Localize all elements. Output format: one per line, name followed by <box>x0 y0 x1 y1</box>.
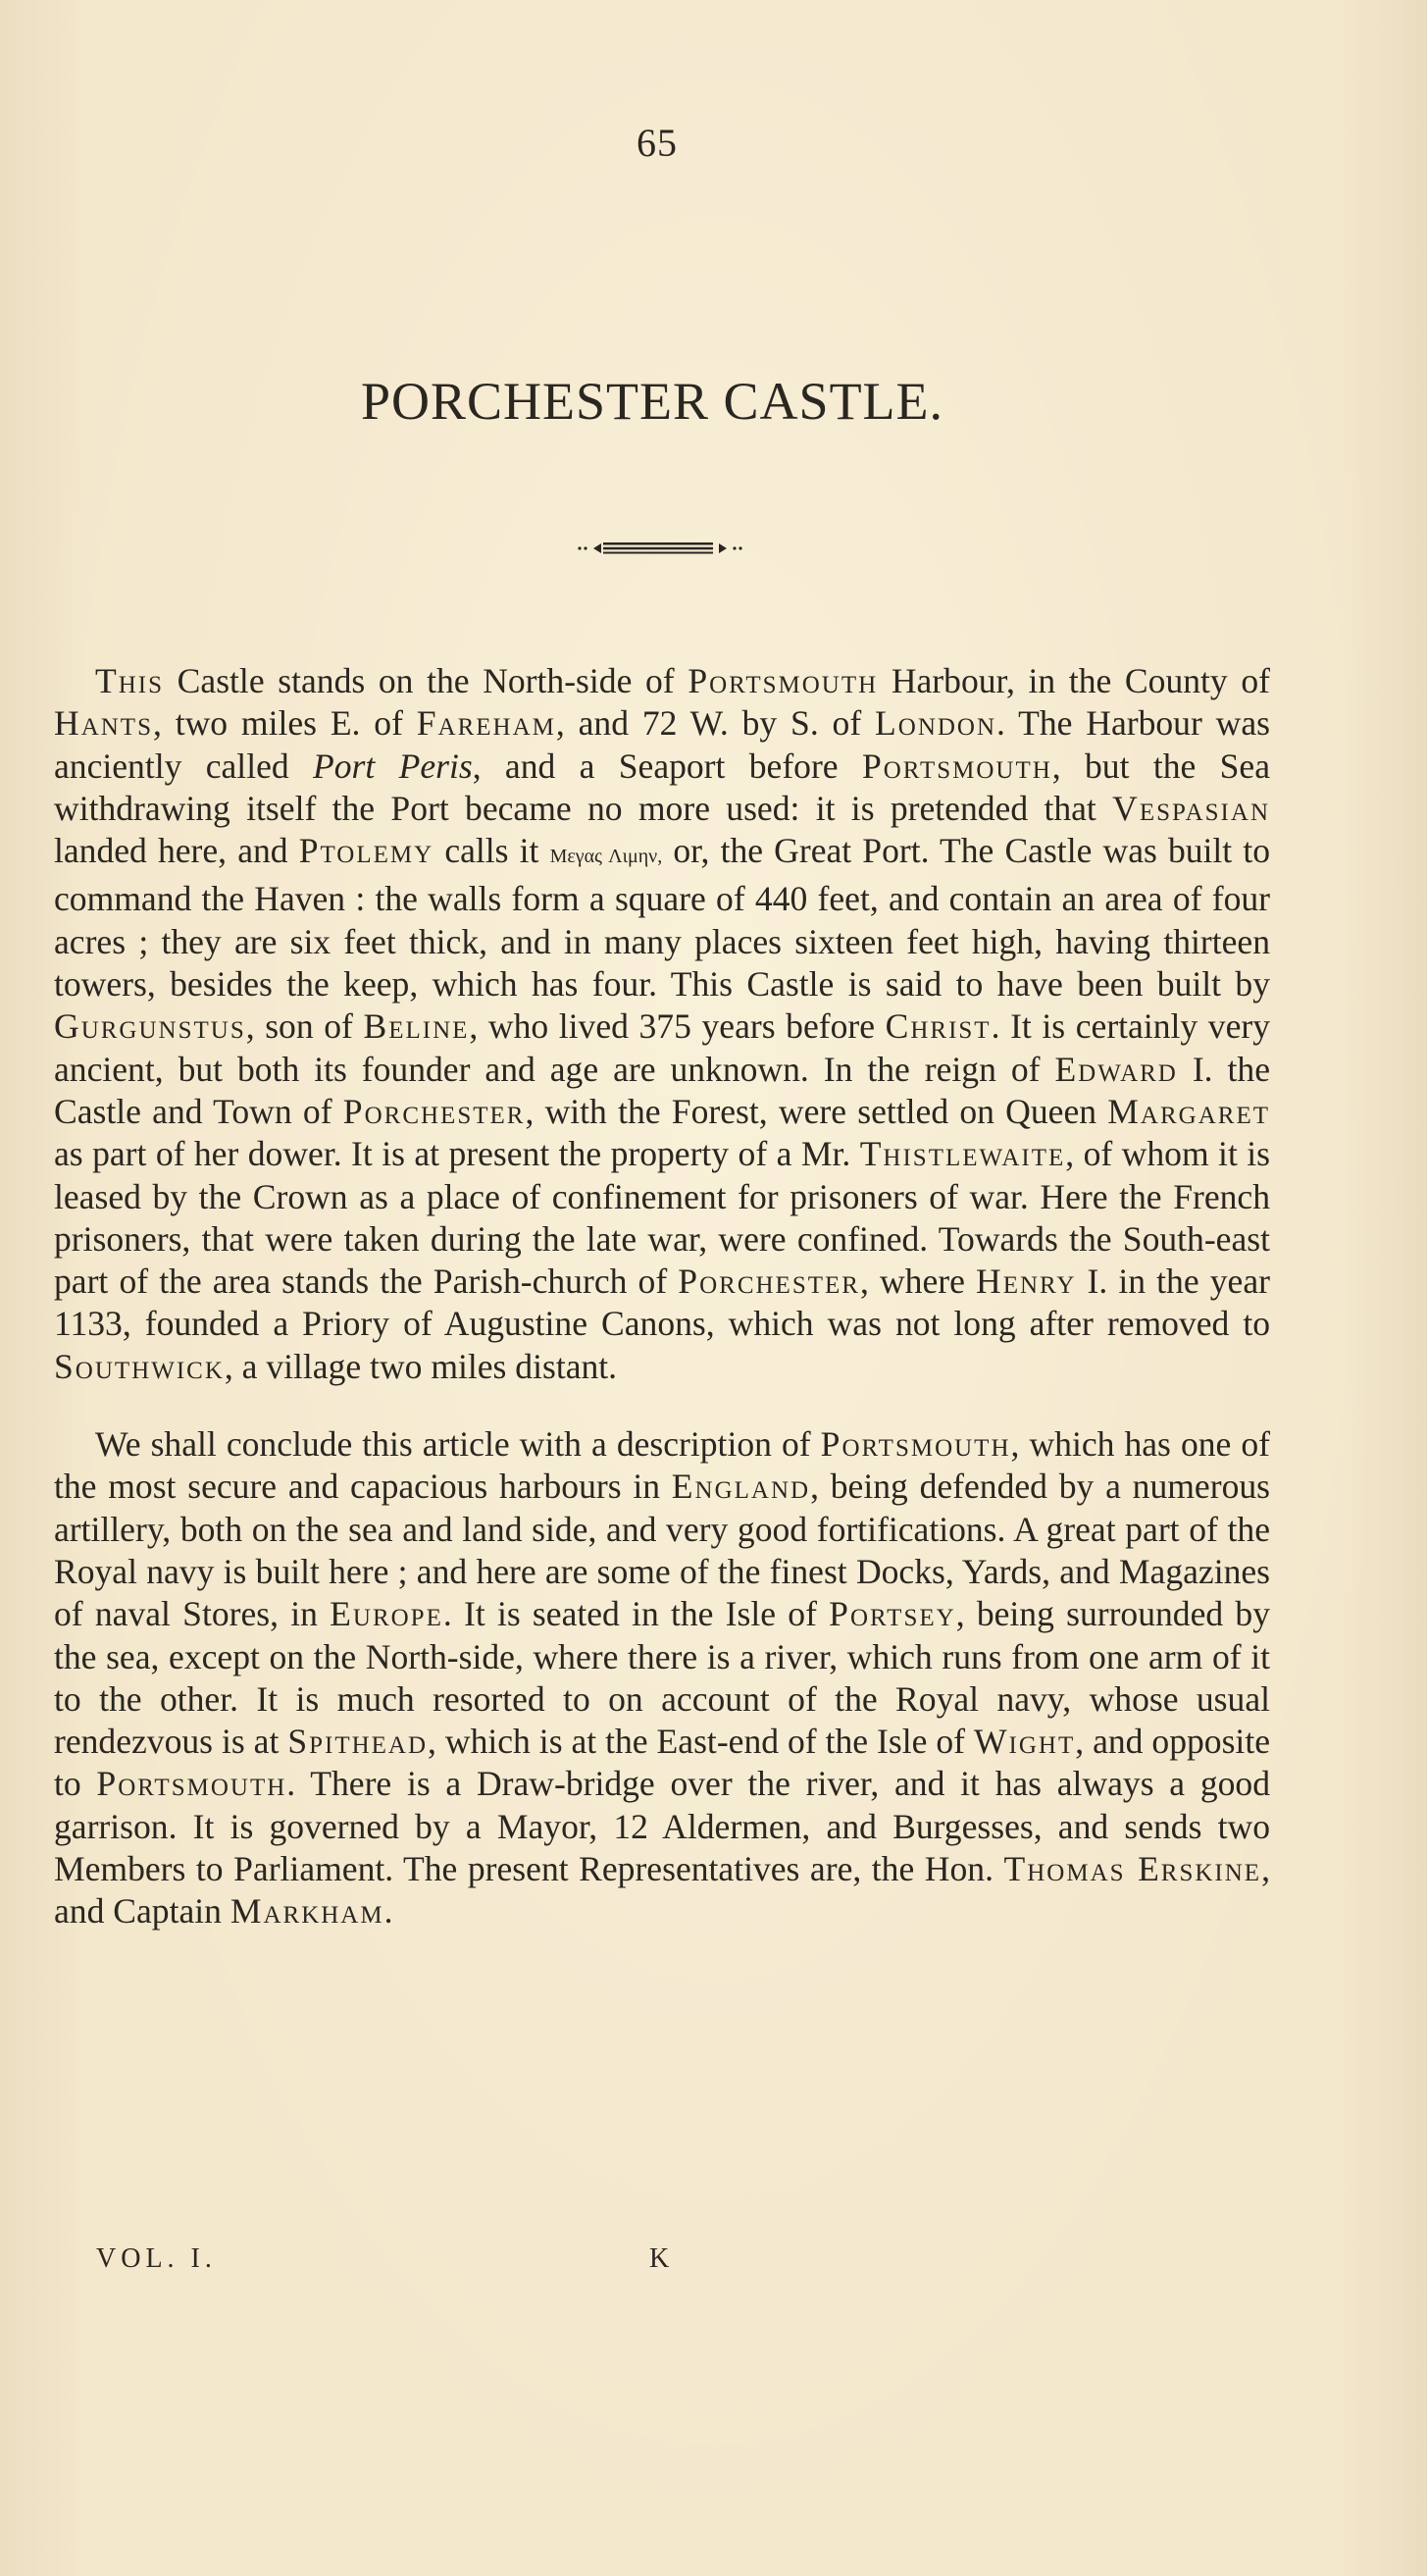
italic-term: Port Peris <box>313 746 473 786</box>
text-run: , two miles E. of <box>152 703 417 744</box>
small-caps-name: Portsmouth <box>688 661 879 700</box>
text-run: , which has one of the most secure and capacious harbours in <box>54 1424 1270 1507</box>
text-run: , being surrounded by the sea, except on the North-side, where there is a river, which runs from one arm of it to the other. It is much resorted to on account of the Royal navy, whose usual rendezvous is at <box>54 1594 1270 1762</box>
small-caps-name: Southwick <box>54 1346 225 1386</box>
small-caps-name: Europe <box>330 1594 443 1634</box>
text-run: , being defended by a numerous artillery, both on the sea and land side, and very good fortifications. A great part of the Royal navy is built here ; and here are some of the finest Docks, Yards, and Magazines of naval Stores, in <box>54 1467 1270 1634</box>
small-caps-name: Thomas Erskine <box>1003 1849 1262 1889</box>
small-caps-name: Hants <box>54 703 153 744</box>
text-run: . It is certainly very ancient, but both its founder and age are unknown. In the reign of <box>54 1006 1271 1089</box>
text-run: , and Captain <box>54 1849 1270 1932</box>
text-run: , son of <box>245 1006 364 1047</box>
volume-mark: VOL. I. <box>96 2243 217 2274</box>
text-run: , who lived 375 years before <box>469 1006 886 1047</box>
small-caps-name: Beline <box>363 1006 470 1047</box>
text-run: Harbour, in the County of <box>878 661 1270 700</box>
text-run: , of whom it is leased by the Crown as a place of confinement for prisoners of war. Here the French prisoners, that were taken during the late war, were confined. Towards the South-east part of the area stands the Parish-church of <box>54 1134 1270 1302</box>
small-caps-name: Vespasian <box>1112 788 1270 828</box>
text-run: calls it <box>433 831 550 871</box>
small-caps-name: Wight <box>973 1722 1076 1762</box>
ornament-divider <box>572 538 748 557</box>
small-caps-name: Portsmouth <box>96 1764 287 1804</box>
text-run: . It is seated in the Isle of <box>442 1594 830 1634</box>
text-run: , which is at the East-end of the Isle of <box>428 1722 974 1762</box>
text-run: or, the Great Port. The Castle was built to command the Haven : the walls form a square of 440 feet, and contain an area of four acres ; they are six feet thick, and in many places sixteen feet high, having thirteen towers, besides the keep, which has four. This Castle is said to have been built by <box>54 831 1270 1005</box>
paragraph-porchester <box>54 660 1270 1388</box>
small-caps-name: Fareham <box>416 703 556 744</box>
text-run: Castle stands on the North-side of <box>164 661 688 700</box>
chapter-title: PORCHESTER CASTLE. <box>360 372 944 431</box>
article-body <box>54 660 1270 1933</box>
small-caps-name: London <box>875 703 997 744</box>
text-run: landed here, and <box>54 831 299 871</box>
small-caps-name: Edward <box>1054 1049 1178 1089</box>
small-caps-name: Portsmouth <box>861 746 1052 786</box>
text-run: , and a Seaport before <box>472 746 862 786</box>
text-run: , with the Forest, were settled on Queen <box>525 1091 1108 1131</box>
greek-phrase: Μεγας Λιμην, <box>549 846 663 868</box>
text-run: We shall conclude this article with a description of <box>95 1424 821 1465</box>
text-run: as part of her dower. It is at present the property of a Mr. <box>54 1134 860 1174</box>
small-caps-name: Gurgunstus <box>54 1006 246 1047</box>
text-run: . The Harbour was anciently called <box>54 703 1270 786</box>
small-caps-name: Portsey <box>829 1594 956 1634</box>
page-number: 65 <box>637 121 678 165</box>
small-caps-name: This <box>95 661 165 700</box>
small-caps-name: Margaret <box>1107 1091 1270 1131</box>
small-caps-name: Portsmouth <box>820 1424 1011 1465</box>
small-caps-name: England <box>671 1467 811 1507</box>
small-caps-name: Porchester <box>342 1091 526 1131</box>
small-caps-name: Henry <box>976 1262 1077 1302</box>
small-caps-name: Spithead <box>287 1722 429 1762</box>
text-run: , and 72 W. by S. of <box>555 703 876 744</box>
text-run: I. in the year 1133, founded a Priory of Augustine Canons, which was not long after removed to <box>54 1262 1270 1344</box>
small-caps-name: Ptolemy <box>298 831 434 871</box>
text-run: , where <box>859 1262 976 1302</box>
small-caps-name: Markham <box>229 1891 384 1932</box>
small-caps-name: Thistlewaite <box>859 1134 1066 1174</box>
text-run: . <box>383 1891 393 1932</box>
text-run: , a village two miles distant. <box>224 1346 618 1386</box>
small-caps-name: Porchester <box>678 1262 860 1302</box>
text-run: , but the Sea withdrawing itself the Port became no more used: it is pretended that <box>54 746 1270 828</box>
small-caps-name: Christ <box>885 1006 992 1047</box>
text-run: I. the Castle and Town of <box>54 1049 1270 1131</box>
paragraph-portsmouth <box>54 1423 1270 1933</box>
signature-mark: K <box>649 2243 670 2274</box>
text-run: . There is a Draw-bridge over the river, and it has always a good garrison. It is governed by a Mayor, 12 Aldermen, and Burgesses, and sends two Members to Parliament. The present Representatives are, the Hon. <box>54 1764 1270 1889</box>
text-run: , and opposite to <box>54 1722 1270 1804</box>
